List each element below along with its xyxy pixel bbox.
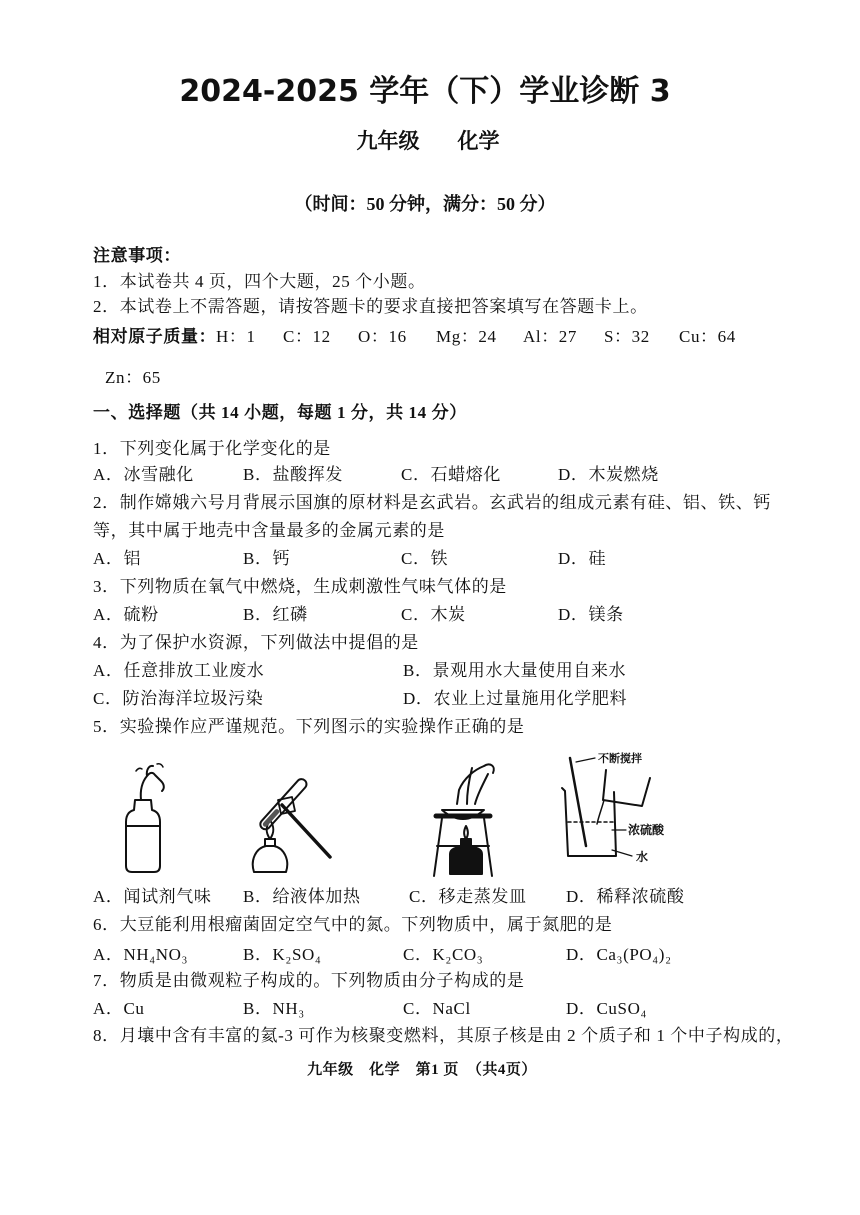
option-a: A．Cu — [93, 999, 145, 1018]
page-footer: 九年级 化学 第1 页 （共4页） — [307, 1062, 537, 1078]
question-stem: 4．为了保护水资源，下列做法中提倡的是 — [93, 633, 419, 652]
option-d: D．硅 — [558, 549, 607, 568]
question-stem: 5．实验操作应严谨规范。下列图示的实验操作正确的是 — [93, 717, 525, 736]
atomic-mass-item: Mg：24 — [436, 327, 497, 346]
option-c: C．防治海洋垃圾污染 — [93, 689, 264, 708]
option-b: B．钙 — [243, 549, 291, 568]
alcohol-lamp — [253, 846, 288, 872]
option-d: D．木炭燃烧 — [558, 465, 659, 484]
question-stem: 7．物质是由微观粒子构成的。下列物质由分子构成的是 — [93, 971, 525, 990]
acid-container — [603, 770, 650, 806]
leader-line-stir — [576, 758, 595, 762]
option-a: A．NH₄NO₃ — [93, 945, 189, 964]
lamp-neck — [461, 839, 471, 847]
option-a: A．铝 — [93, 549, 142, 568]
option-b: B．K₂SO₄ — [243, 945, 322, 964]
atomic-masses-label: 相对原子质量： — [93, 327, 217, 346]
reagent-bottle — [126, 800, 160, 872]
option-c: C．石蜡熔化 — [401, 465, 501, 484]
option-d: D．Ca₃(PO₄)₂ — [566, 945, 672, 964]
atomic-mass-item: O：16 — [358, 327, 407, 346]
option-d: D．CuSO₄ — [566, 999, 647, 1018]
exam-title: 2024-2025 学年（下）学业诊断 3 — [179, 74, 671, 109]
notice-item: 1．本试卷共 4 页，四个大题，25 个小题。 — [93, 272, 426, 291]
question-stem: 8．月壤中含有丰富的氦-3 可作为核聚变燃料，其原子核是由 2 个质子和 1 个中子构成的， — [93, 1026, 794, 1045]
lamp-neck — [265, 839, 275, 846]
option-a: A．任意排放工业废水 — [93, 661, 265, 680]
option-b: B．NH₃ — [243, 999, 305, 1018]
option-d: D．农业上过量施用化学肥料 — [403, 689, 628, 708]
question-stem-continued: 等，其中属于地壳中含量最多的金属元素的是 — [93, 521, 445, 540]
option-a: A．冰雪融化 — [93, 465, 194, 484]
option-a: A．闻试剂气味 — [93, 887, 212, 906]
flame-icon — [464, 826, 468, 839]
option-c: C．K₂CO₃ — [403, 945, 484, 964]
figure-a-smell-reagent — [126, 764, 164, 872]
alcohol-lamp — [450, 847, 482, 874]
label-conc-acid: 浓硫酸 — [628, 823, 665, 837]
figure-c-remove-dish — [434, 764, 494, 876]
label-stir: 不断搅拌 — [598, 752, 642, 765]
figure-d-dilute-acid — [562, 758, 650, 856]
notice-item: 2．本试卷上不需答题，请按答题卡的要求直接把答案填写在答题卡上。 — [93, 297, 648, 316]
question-stem: 6．大豆能利用根瘤菌固定空气中的氮。下列物质中，属于氮肥的是 — [93, 915, 613, 934]
option-d: D．稀释浓硫酸 — [566, 887, 685, 906]
notice-heading: 注意事项： — [93, 246, 181, 265]
figure-b-heat-liquid — [253, 777, 330, 872]
atomic-mass-item: S：32 — [604, 327, 650, 346]
atomic-mass-item: Zn：65 — [105, 368, 161, 387]
grade-subject — [0, 128, 856, 154]
hand-icon — [141, 766, 164, 800]
atomic-mass-item: C：12 — [283, 327, 331, 346]
option-d: D．镁条 — [558, 605, 624, 624]
pour-stream — [597, 800, 604, 824]
glass-rod — [570, 758, 586, 846]
q5-figures — [0, 740, 860, 890]
option-b: B．景观用水大量使用自来水 — [403, 661, 627, 680]
option-b: B．盐酸挥发 — [243, 465, 343, 484]
option-b: B．红磷 — [243, 605, 308, 624]
atomic-mass-item: Cu：64 — [679, 327, 736, 346]
time-info: （时间：50 分钟，满分：50 分） — [294, 194, 556, 214]
question-stem: 3．下列物质在氧气中燃烧，生成刺激性气味气体的是 — [93, 577, 507, 596]
atomic-mass-item: Al：27 — [523, 327, 577, 346]
question-stem: 1．下列变化属于化学变化的是 — [93, 439, 331, 458]
label-water: 水 — [636, 850, 649, 864]
option-a: A．硫粉 — [93, 605, 159, 624]
option-c: C．移走蒸发皿 — [409, 887, 527, 906]
grade: 九年级 — [356, 129, 420, 153]
hand-icon — [457, 764, 494, 804]
option-b: B．给液体加热 — [243, 887, 361, 906]
option-c: C．木炭 — [401, 605, 466, 624]
section-heading: 一、选择题（共 14 小题，每题 1 分，共 14 分） — [93, 403, 467, 422]
atomic-mass-item: H：1 — [216, 327, 256, 346]
option-c: C．NaCl — [403, 999, 471, 1018]
question-stem: 2．制作嫦娥六号月背展示国旗的原材料是玄武岩。玄武岩的组成元素有硅、铝、铁、钙 — [93, 493, 771, 512]
option-c: C．铁 — [401, 549, 449, 568]
subject: 化学 — [457, 129, 500, 153]
